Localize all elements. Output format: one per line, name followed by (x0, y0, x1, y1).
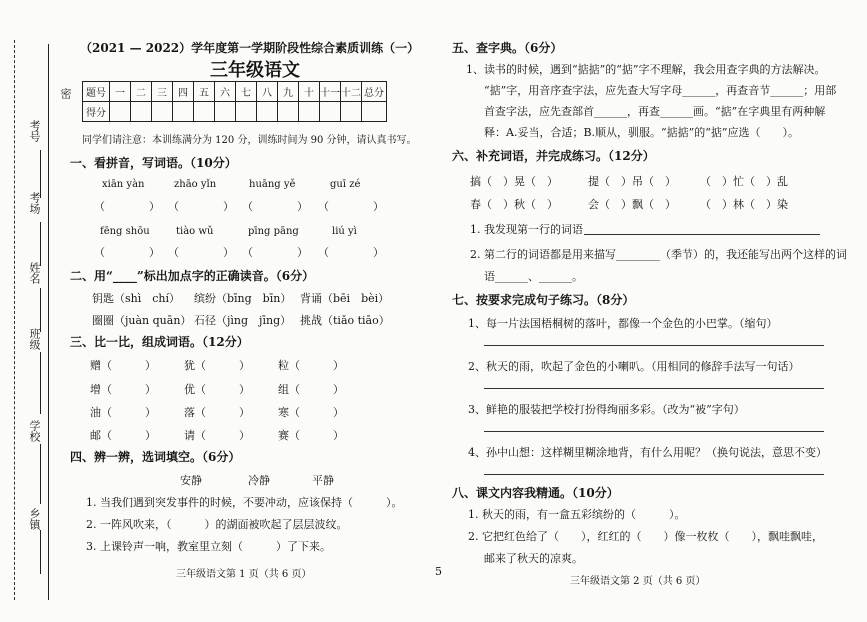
idiom-fill[interactable]: 提（ ）吊（ ） (588, 175, 676, 188)
section-6-title: 六、补充词语，并完成练习。（12分） (452, 149, 655, 163)
score-row-label: 得分 (83, 102, 110, 122)
pinyin-zhaoyin: zhāo yǐn (174, 179, 217, 190)
answer-line[interactable] (584, 234, 820, 235)
right-page-footer: 三年级语文第 2 页（共 6 页） (570, 576, 706, 587)
idiom-fill[interactable]: 会（ ）飘（ ） (588, 198, 676, 211)
idiom-question-1: 1. 我发现第一行的词语 (470, 223, 583, 236)
compare-item[interactable]: 落（ ） (184, 406, 250, 419)
score-table-row-scores (83, 102, 387, 122)
score-col-total: 总分 (362, 82, 387, 102)
word-option-anjing: 安静 (180, 474, 202, 487)
score-table-header-label: 题号 (83, 82, 110, 102)
compare-item[interactable]: 油（ ） (90, 406, 156, 419)
reading-choice[interactable]: 石径（jìng jīng） (194, 314, 292, 327)
exam-header: （2021 — 2022）学年度第一学期阶段性综合素质训练（一） (80, 41, 420, 55)
dictionary-line-4[interactable]: 释：A.妥当，合适；B.顺从，驯服。“掂掂”的“掂”应选（ ）。 (484, 126, 800, 139)
idiom-fill[interactable]: 春（ ）秋（ ） (470, 198, 558, 211)
section-1-title: 一、看拼音，写词语。（10分） (70, 156, 237, 170)
score-col-4: 四 (173, 82, 194, 102)
write-line-exam-room[interactable] (40, 222, 41, 266)
idiom-fill[interactable]: 搞（ ）晃（ ） (470, 175, 558, 188)
dictionary-line-3[interactable]: 首查字法，应先查部首______，再查______画。“掂”在字典里有两种解 (484, 105, 826, 118)
compare-item[interactable]: 邮（ ） (90, 429, 156, 442)
score-col-2: 二 (131, 82, 152, 102)
score-cell[interactable] (236, 102, 257, 122)
seal-char: 密 (59, 88, 72, 99)
compare-item[interactable]: 犹（ ） (184, 359, 250, 372)
score-table-row-headers (83, 82, 387, 102)
compare-item[interactable]: 优（ ） (184, 383, 250, 396)
score-col-5: 五 (194, 82, 215, 102)
answer-blank[interactable]: （ ） (94, 246, 160, 259)
fill-question-1[interactable]: 1. 当我们遇到突发事件的时候，不要冲动，应该保持（ ）。 (86, 496, 403, 509)
score-cell[interactable] (278, 102, 299, 122)
word-option-lengjing: 冷静 (248, 474, 270, 487)
sentence-question-3: 3、鲜艳的服装把学校打扮得绚丽多彩。（改为“被”字句） (468, 403, 745, 416)
idiom-fill[interactable]: （ ）忙（ ）乱 (700, 175, 788, 188)
label-school: 学校 (28, 420, 41, 442)
answer-blank[interactable]: （ ） (318, 246, 384, 259)
label-class: 班级 (28, 328, 41, 350)
write-line-name[interactable] (40, 288, 41, 332)
pinyin-xianyan: xiān yàn (102, 179, 145, 190)
reading-choice[interactable]: 钥匙（shì chí） (92, 292, 181, 305)
section-8-title: 八、课文内容我精通。（10分） (452, 486, 619, 500)
answer-blank[interactable]: （ ） (242, 200, 308, 213)
score-cell[interactable] (131, 102, 152, 122)
write-line-class[interactable] (40, 352, 41, 414)
left-page-footer: 三年级语文第 1 页（共 6 页） (176, 569, 312, 580)
score-col-1: 一 (110, 82, 131, 102)
fill-question-2[interactable]: 2. 一阵风吹来，（ ）的湖面被吹起了层层波纹。 (86, 518, 348, 531)
section-2-title: 二、用“____”标出加点字的正确读音。（6分） (70, 269, 315, 283)
compare-item[interactable]: 请（ ） (184, 429, 250, 442)
compare-item[interactable]: 赠（ ） (90, 359, 156, 372)
score-cell[interactable] (257, 102, 278, 122)
answer-line[interactable] (484, 431, 824, 432)
instructions: 同学们请注意：本训练满分为 120 分，训练时间为 90 分钟，请认真书写。 (82, 135, 417, 146)
compare-item[interactable]: 粒（ ） (278, 359, 344, 372)
score-col-11: 十一 (320, 82, 341, 102)
answer-blank[interactable]: （ ） (168, 246, 234, 259)
answer-blank[interactable]: （ ） (318, 200, 384, 213)
idiom-question-2a[interactable]: 2. 第二行的词语都是用来描写________（季节）的，我还能写出两个这样的词 (470, 248, 847, 261)
pinyin-fengshou: fēng shōu (100, 226, 150, 237)
compare-item[interactable]: 组（ ） (278, 383, 344, 396)
answer-line[interactable] (484, 388, 824, 389)
reading-choice[interactable]: 圈圈（juàn quān） (92, 314, 192, 327)
answer-line[interactable] (484, 474, 824, 475)
write-line-township[interactable] (40, 530, 41, 574)
answer-blank[interactable]: （ ） (242, 246, 308, 259)
label-name: 姓名 (28, 262, 41, 284)
section-7-title: 七、按要求完成句子练习。（8分） (452, 293, 635, 307)
score-col-8: 八 (257, 82, 278, 102)
seal-line (48, 44, 49, 600)
idiom-fill[interactable]: （ ）林（ ）染 (700, 198, 788, 211)
sentence-question-2: 2、秋天的雨，吹起了金色的小喇叭。（用相同的修辞手法写一句话） (468, 360, 800, 373)
answer-blank[interactable]: （ ） (168, 200, 234, 213)
score-cell[interactable] (299, 102, 320, 122)
fill-question-3[interactable]: 3. 上课铃声一响，教室里立刻（ ）了下来。 (86, 540, 331, 553)
score-col-12: 十二 (341, 82, 362, 102)
dictionary-line-1: 1、读书的时候，遇到“掂掂”的“掂”字不理解，我会用查字典的方法解决。 (466, 63, 826, 76)
reading-choice[interactable]: 背诵（bēi bèi） (300, 292, 390, 305)
compare-item[interactable]: 赛（ ） (278, 429, 344, 442)
score-col-7: 七 (236, 82, 257, 102)
compare-item[interactable]: 寒（ ） (278, 406, 344, 419)
text-question-2a[interactable]: 2. 它把红色给了（ ），红红的（ ）像一枚枚（ ），飘哇飘哇， (468, 530, 823, 543)
dictionary-line-2[interactable]: “掂”字，用音序查字法，应先查大写字母______，再查音节______；用部 (484, 84, 837, 97)
score-cell[interactable] (110, 102, 131, 122)
score-cell[interactable] (194, 102, 215, 122)
score-cell[interactable] (215, 102, 236, 122)
score-col-10: 十 (299, 82, 320, 102)
label-exam-room: 考场 (28, 192, 41, 214)
answer-line[interactable] (484, 345, 824, 346)
pinyin-huangye: huāng yě (249, 179, 296, 190)
text-question-1[interactable]: 1. 秋天的雨，有一盒五彩缤纷的（ ）。 (468, 508, 686, 521)
write-line-exam-number[interactable] (40, 150, 41, 198)
reading-choice[interactable]: 缤纷（bīng bīn） (194, 292, 292, 305)
pinyin-pingpang: pīng pāng (248, 226, 299, 237)
pinyin-tiaowu: tiào wǔ (176, 226, 214, 237)
score-cell[interactable] (173, 102, 194, 122)
idiom-question-2b[interactable]: 语______、______。 (484, 270, 583, 283)
sentence-question-1: 1、每一片法国梧桐树的落叶，都像一个金色的小巴掌。（缩句） (468, 317, 778, 330)
pinyin-guize: guī zé (330, 179, 361, 190)
center-page-mark: 5 (435, 565, 442, 578)
text-question-2b: 邮来了秋天的凉爽。 (484, 552, 583, 565)
label-township: 乡镇 (28, 508, 41, 530)
page-title: 三年级语文 (210, 60, 300, 81)
section-5-title: 五、查字典。（6分） (452, 41, 563, 55)
compare-item[interactable]: 增（ ） (90, 383, 156, 396)
score-cell-total[interactable] (362, 102, 387, 122)
answer-blank[interactable]: （ ） (94, 200, 160, 213)
label-exam-number: 考号 (28, 120, 41, 142)
word-option-pingjing: 平静 (312, 474, 334, 487)
score-col-3: 三 (152, 82, 173, 102)
score-cell[interactable] (320, 102, 341, 122)
pinyin-liuyi: liú yì (332, 226, 357, 237)
write-line-school[interactable] (40, 444, 41, 504)
section-4-title: 四、辨一辨，选词填空。（6分） (70, 450, 241, 464)
score-col-9: 九 (278, 82, 299, 102)
score-cell[interactable] (341, 102, 362, 122)
sentence-question-4: 4、孙中山想：这样糊里糊涂地背，有什么用呢？（换句说法，意思不变） (468, 446, 827, 459)
score-table (82, 81, 387, 122)
score-col-6: 六 (215, 82, 236, 102)
binding-dashed-line (14, 40, 15, 600)
score-cell[interactable] (152, 102, 173, 122)
section-3-title: 三、比一比，组成词语。（12分） (70, 335, 249, 349)
reading-choice[interactable]: 挑战（tiǎo tiāo） (300, 314, 390, 327)
